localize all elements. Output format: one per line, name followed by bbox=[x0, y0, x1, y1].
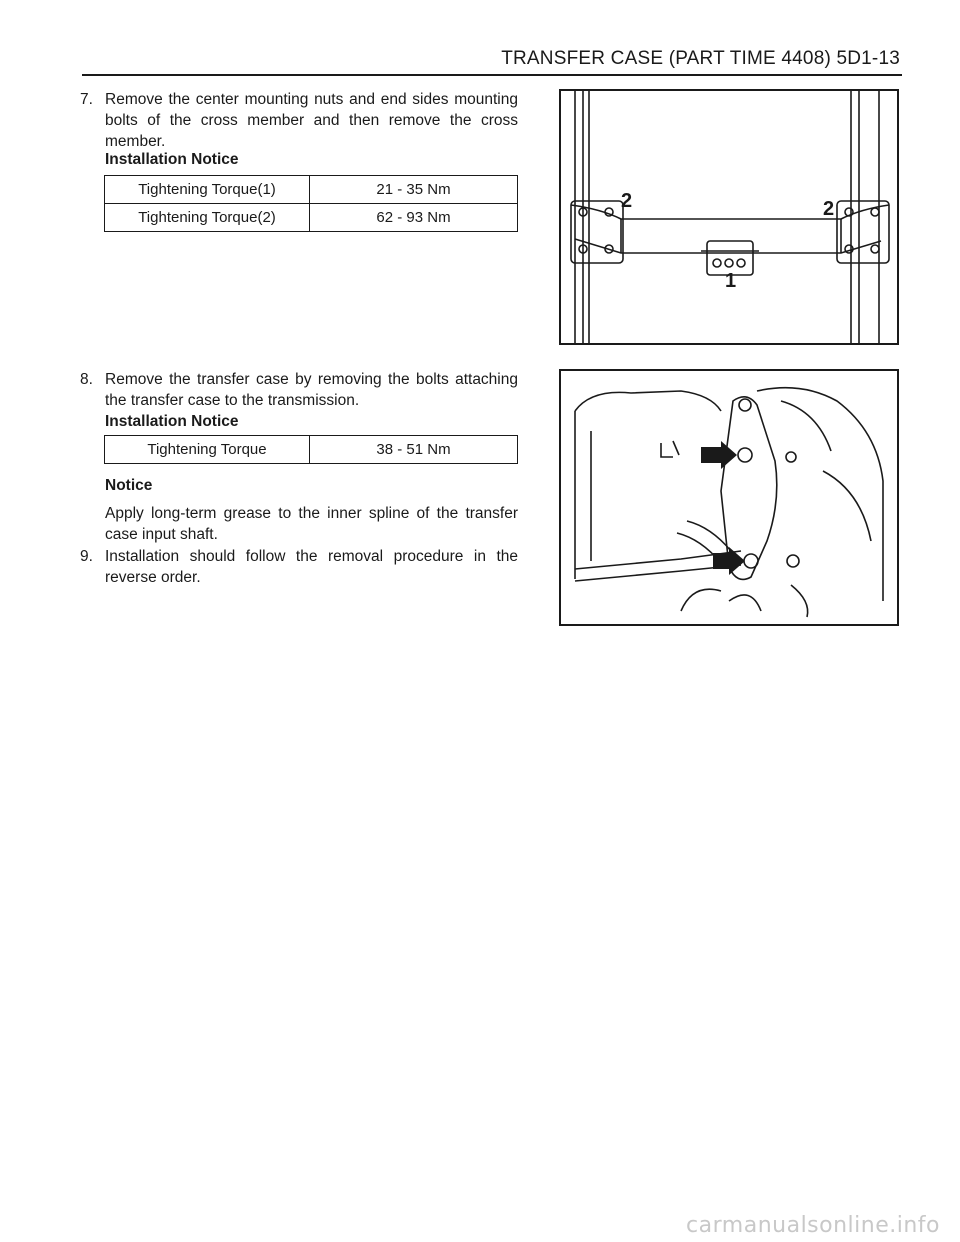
watermark-text: carmanualsonline.info bbox=[686, 1213, 940, 1238]
torque-label: Tightening Torque(2) bbox=[105, 204, 310, 232]
cross-member-illustration bbox=[561, 91, 897, 343]
callout-label: 1 bbox=[725, 270, 737, 292]
torque-value: 38 - 51 Nm bbox=[310, 436, 518, 464]
step-number: 7. bbox=[80, 91, 93, 108]
step-8 bbox=[80, 369, 518, 411]
torque-value: 21 - 35 Nm bbox=[310, 176, 518, 204]
transfer-case-illustration bbox=[561, 371, 897, 624]
table-row bbox=[105, 204, 518, 232]
installation-notice-title: Installation Notice bbox=[105, 151, 239, 168]
table-row bbox=[105, 436, 518, 464]
notice-text: Apply long-term grease to the inner spline of the transfer case input shaft. bbox=[105, 505, 518, 543]
transfer-case-bolts-figure bbox=[559, 369, 899, 626]
step-9 bbox=[80, 546, 518, 588]
table-row bbox=[105, 176, 518, 204]
step-text: Remove the center mounting nuts and end sides mounting bolts of the cross member and then remove the cross member. bbox=[105, 91, 518, 150]
notice-title: Notice bbox=[105, 477, 153, 494]
torque-table-step-8 bbox=[104, 435, 518, 464]
cross-member-figure bbox=[559, 89, 899, 345]
step-number: 9. bbox=[80, 548, 93, 565]
page-header-title: TRANSFER CASE (PART TIME 4408) 5D1-13 bbox=[501, 48, 900, 69]
installation-notice-title: Installation Notice bbox=[105, 413, 239, 430]
step-7 bbox=[80, 89, 518, 152]
torque-label: Tightening Torque bbox=[105, 436, 310, 464]
callout-label: 2 bbox=[823, 198, 835, 220]
step-text: Remove the transfer case by removing the bolts attaching the transfer case to the transmission. bbox=[105, 371, 518, 409]
step-number: 8. bbox=[80, 371, 93, 388]
torque-value: 62 - 93 Nm bbox=[310, 204, 518, 232]
torque-table-step-7 bbox=[104, 175, 518, 232]
torque-label: Tightening Torque(1) bbox=[105, 176, 310, 204]
step-text: Installation should follow the removal procedure in the reverse order. bbox=[105, 548, 518, 586]
callout-label: 2 bbox=[621, 190, 633, 212]
header-divider bbox=[82, 74, 902, 76]
